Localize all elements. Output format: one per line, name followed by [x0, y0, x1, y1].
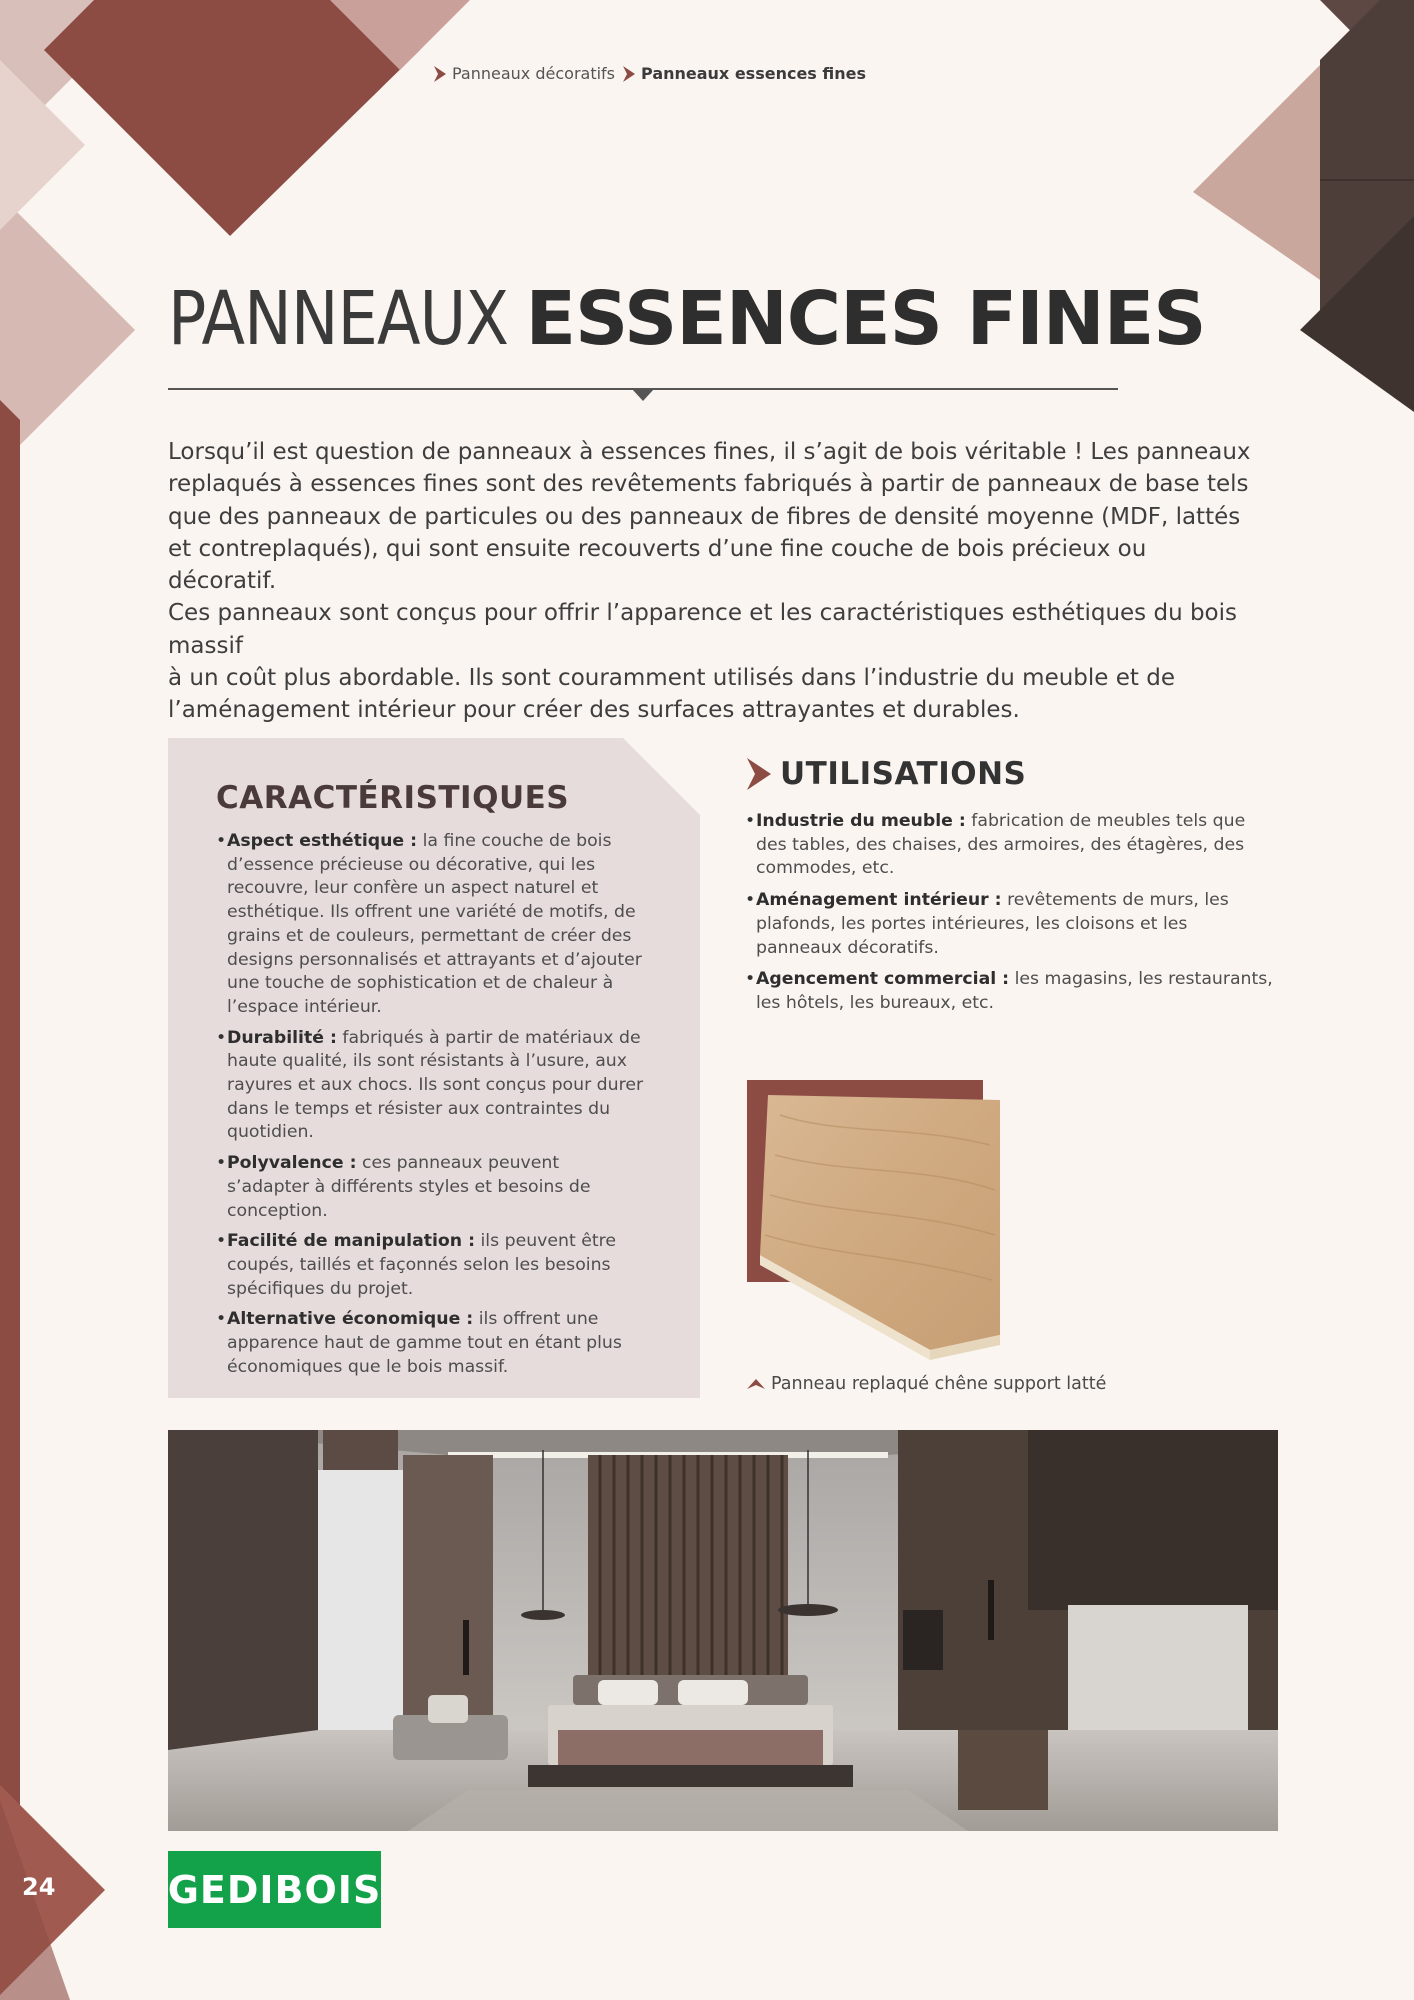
- item-text: ces panneaux peuvent s’adapter à différents styles et besoins de conception.: [227, 1153, 591, 1221]
- gedibois-logo: [168, 1851, 381, 1928]
- list-item: [745, 968, 1275, 1015]
- list-item: [216, 1308, 646, 1379]
- item-text: les magasins, les restaurants, les hôtels, les bureaux, etc.: [756, 969, 1273, 1013]
- intro-line: que des panneaux de particules ou des panneaux de fibres de densité moyenne (MDF, lattés: [168, 503, 1241, 530]
- list-item: [216, 1027, 646, 1146]
- item-label: Durabilité :: [227, 1027, 337, 1048]
- item-label: Agencement commercial :: [756, 969, 1010, 990]
- item-text: fabrication de meubles tels que des tables, des chaises, des armoires, des étagères, des commodes, etc.: [756, 811, 1246, 879]
- panel-caption: [747, 1374, 1106, 1394]
- intro-line: Lorsqu’il est question de panneaux à essences fines, il s’agit de bois véritable ! Les panneaux: [168, 439, 1251, 465]
- list-item: [216, 830, 646, 1020]
- divider-notch-icon: [632, 389, 654, 401]
- characteristics-title: CARACTÉRISTIQUES: [216, 780, 570, 816]
- utilisations-title: UTILISATIONS: [780, 756, 1027, 792]
- utilisations-heading: [745, 756, 1026, 792]
- intro-line: replaqués à essences fines sont des revêtements fabriqués à partir de panneaux de base tels: [168, 471, 1249, 498]
- item-text: revêtements de murs, les plafonds, les portes intérieures, les cloisons et les panneaux décoratifs.: [756, 890, 1229, 958]
- breadcrumb-item-decoratifs[interactable]: Panneaux décoratifs: [452, 64, 616, 83]
- chevron-right-icon: [621, 66, 635, 82]
- chevron-right-icon: [745, 758, 771, 790]
- list-item: [745, 810, 1275, 881]
- bedroom-photo: [168, 1430, 1278, 1831]
- page-title-bold: ESSENCES FINES: [525, 276, 1206, 362]
- item-text: ils offrent une apparence haut de gamme tout en étant plus économiques que le bois massif.: [227, 1309, 622, 1377]
- breadcrumb: [432, 64, 866, 83]
- item-label: Aspect esthétique :: [227, 831, 418, 851]
- item-text: la fine couche de bois d’essence précieuse ou décorative, qui les recouvre, leur confère un aspect naturel et esthétique. Ils offrent une variété de motifs, de grains et de couleurs, permettant de créer des designs personnalisés et attrayants et d’ajouter une touche de sophistication et de chaleur à l’espace intérieur.: [227, 831, 642, 1017]
- bedroom-illustration: [168, 1430, 1278, 1831]
- item-label: Facilité de manipulation :: [227, 1231, 476, 1252]
- page-title: [168, 276, 1206, 362]
- panel-caption-text: Panneau replaqué chêne support latté: [771, 1374, 1107, 1394]
- utilisations-list: [745, 810, 1275, 1024]
- item-label: Alternative économique :: [227, 1309, 474, 1330]
- item-text: ils peuvent être coupés, taillés et façonnés selon les besoins spécifiques du projet.: [227, 1231, 617, 1299]
- list-item: [216, 1230, 646, 1301]
- intro-line: et contreplaqués), qui sont ensuite recouverts d’une fine couche de bois précieux ou décoratif.: [168, 535, 1147, 595]
- page-number: 24: [22, 1873, 56, 1901]
- intro-line: l’aménagement intérieur pour créer des surfaces attrayantes et durables.: [168, 697, 1020, 724]
- chevron-right-icon: [432, 66, 446, 82]
- intro-line: Ces panneaux sont conçus pour offrir l’apparence et les caractéristiques esthétiques du bois massif: [168, 600, 1238, 659]
- breadcrumb-item-current: Panneaux essences fines: [641, 64, 867, 83]
- intro-line: à un coût plus abordable. Ils sont couramment utilisés dans l’industrie du meuble et de: [168, 665, 1175, 692]
- list-item: [745, 889, 1275, 960]
- logo-text: GEDIBOIS: [167, 1867, 382, 1912]
- item-label: Polyvalence :: [227, 1153, 357, 1174]
- intro-paragraph: [168, 436, 1258, 727]
- item-text: fabriqués à partir de matériaux de haute qualité, ils sont résistants à l’usure, aux rayures et aux chocs. Ils sont conçus pour durer dans le temps et résister aux contraintes du quotidien.: [227, 1027, 644, 1143]
- item-label: Aménagement intérieur :: [756, 890, 1002, 911]
- characteristics-list: [216, 830, 646, 1386]
- item-label: Industrie du meuble :: [756, 811, 966, 831]
- chevron-up-icon: [747, 1377, 765, 1391]
- veneer-panel-image: [760, 1095, 1010, 1360]
- page-title-light: PANNEAUX: [168, 276, 509, 362]
- list-item: [216, 1152, 646, 1223]
